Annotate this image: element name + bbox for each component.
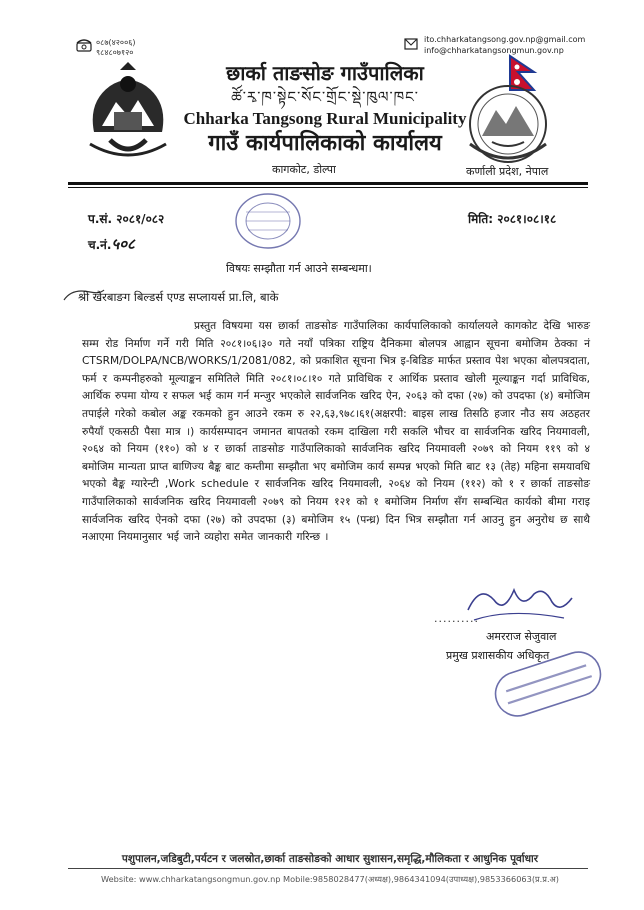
municipality-name-english: Chharka Tangsong Rural Municipality [183,109,467,128]
nepal-emblem-icon [80,62,176,166]
signature-dots: .......... [434,612,479,625]
header-rule-thin [68,187,588,188]
letter-date: मिति: २०८१।०८।१८ [468,212,557,226]
phone-line-2: ९८४८०७१२० [96,48,134,57]
header-titles [180,60,470,158]
signer-name: अमरराज सेजुवाल [486,630,557,643]
footer-contact: Website: www.chharkatangsongmun.gov.np Mobile:9858028477(अध्यक्ष),9864341094(उपाध्यक्ष),9853366063(प्र.प्र.अ) [101,874,559,884]
letter-body-text: प्रस्तुत विषयमा यस छार्का ताङसोङ गाउँपालिका कार्यपालिकाको कार्यालयले कागकोट देखि भारुङ सम्म रोड निर्माण गर्ने गरी मिति २०८१।०६।३० गते नयाँ पत्रिका राष्ट्रिय दैनिकमा बोलपत्र आह्वान सूचना बमोजिम ठेक्का नं CTSRM/DOLPA/NCB/WORKS/1/2081/082, को प्रकाशित सूचना भित्र इ-बिडिङ मार्फत प्रस्ताव पेश भएका बोलपत्रदाता, फर्म र कम्पनीहरुको मूल्याङ्कन समितिले मिति २०८१।०८।१० गते प्राविधिक र आर्थिक प्रस्ताव खोली मूल्याङ्कन गर्दा प्राविधिक, आर्थिक रुपमा योग्य र सफल भई काम गर्न मन्जुर भएकोले सार्वजनिक खरिद ऐन, २०६३ को दफा (२७) को उपदफा (४) बमोजिम तपाईले गरेको कबोल अङ्क रकमको हुन आउने रकम रु २२,६३,९७८।६१(अक्षरपी: बाइस लाख तिसठि हजार नौउ सय अठहतर रुपैयाँ एकसठी पैसा मात्र ।) कार्यसम्पादन जमानत बापतको रकम दाखिला गरी सकलि भौचर वा सार्वजनिक खरिद नियमावली, २०६४ को नियम (११०) को ४ र छार्का ताङसोङ गाउँपालिकाको सार्वजनिक खरिद नियमावली २०७९ को नियम ११९ को ४ बमोजिम मान्यता प्राप्त बाणिज्य बैङ्क बाट कम्तीमा सम्झौता भए बमोजिम कार्य सम्पन्न भएको मिति बाट १३ (तेह) महिना समयावधि भएको बैङ्क ग्यारेन्टी ,Work schedule र सार्वजनिक खरिद नियमावली, २०६४ को नियम (११२) को १ र छार्का ताङसोङ गाउँपालिकाको सार्वजनिक खरिद नियमावली २०७९ को नियम १२१ को १ बमोजिम निर्माण सँग सम्बन्धित कार्यको बीमा गराइ सार्वजनिक खरिद ऐनको दफा (२७) को उपदफा (३) बमोजिम १५ (पन्ध्र) दिन भित्र सम्झौता गर्न आउनु हुन अनुरोध छ साथै नआएमा नियमानुसार भई जाने व्यहोरा समेत जानकारी गरिन्छ । [82,320,590,544]
letter-body [82,318,590,547]
office-location: कागकोट, डोल्पा [272,163,336,176]
province-label: कर्णाली प्रदेश, नेपाल [466,165,549,178]
municipality-name-nepali: छार्का ताङसोङ गाउँपालिका [226,61,424,85]
dispatch-stamp-icon [232,190,304,252]
recipient-line: श्री खैरबाङग बिल्डर्स एण्ड सप्लायर्स प्रा.लि, बाके [78,290,279,304]
official-seal-icon [486,636,610,732]
header-rule [68,182,588,185]
office-title: गाउँ कार्यपालिकाको कार्यालय [208,131,442,156]
telephone-icon [76,38,92,52]
letter-subject: विषयः सम्झौता गर्न आउने सम्बन्धमा। [226,262,372,275]
reference-number: प.सं. २०८१/०८२ [88,212,165,226]
municipality-name-tibetan: ཚོ་རྭ་ཁ་སྟེང་སོང་གྲོང་སྡེ་ཁུལ་ཁང་ [231,88,419,106]
email-1: ito.chharkatangsong.gov.np@gmail.com [424,35,586,44]
dispatch-prefix: च.नं. [88,238,112,252]
dispatch-number [88,234,135,254]
signer-post: प्रमुख प्रशासकीय अधिकृत [446,649,550,662]
phone-line-1: ०८७(४२००६) [96,38,136,47]
phone-block [96,38,136,58]
email-2: info@chharkatangsongmun.gov.np [424,46,564,55]
municipality-logo-icon [466,80,550,166]
footer-rule [68,868,588,869]
footer-tagline: पशुपालन,जडिबुटी,पर्यटन र जलस्रोत,छार्का ताङसोङको आधार सुशासन,समृद्धि,मौलिकता र आधुनिक पूर्वाधार [121,853,539,865]
dispatch-handwritten: ५०८ [111,235,135,253]
mail-icon [404,37,418,51]
